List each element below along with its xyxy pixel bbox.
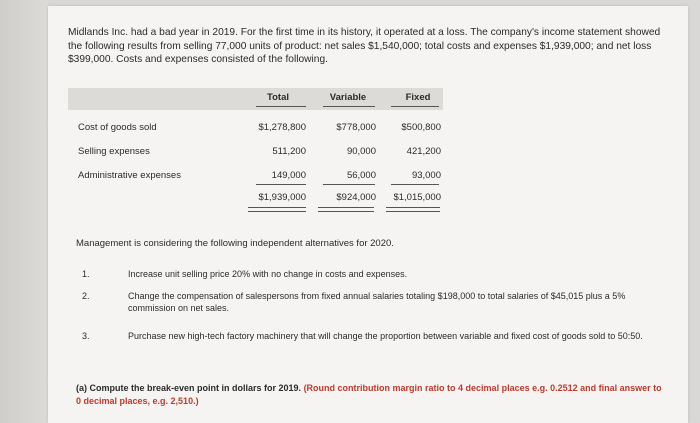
sum-underline xyxy=(323,184,375,185)
cell-fixed-total: $1,015,000 xyxy=(393,192,441,203)
list-item-text: Increase unit selling price 20% with no change in costs and expenses. xyxy=(128,269,408,279)
total-double-underline xyxy=(318,207,374,212)
list-item-number: 3. xyxy=(82,331,90,341)
sum-underline xyxy=(256,184,306,185)
cell-selling-fixed: 421,200 xyxy=(406,146,441,157)
header-underline xyxy=(256,106,306,107)
question-text: (a) Compute the break-even point in dollars for 2019. xyxy=(76,383,302,393)
total-double-underline xyxy=(248,207,306,212)
cell-cogs-fixed: $500,800 xyxy=(401,122,441,133)
problem-sheet xyxy=(48,6,688,423)
list-item-text: Purchase new high-tech factory machinery that will change the proportion between variable and fixed cost of goods sold to 50:50. xyxy=(128,331,643,341)
list-item-number: 2. xyxy=(82,291,90,301)
list-item-number: 1. xyxy=(82,269,90,279)
row-label-selling: Selling expenses xyxy=(78,146,150,157)
header-fixed: Fixed xyxy=(405,92,431,103)
cell-admin-variable: 56,000 xyxy=(346,170,376,181)
cell-selling-total: 511,200 xyxy=(272,146,306,157)
cell-admin-fixed: 93,000 xyxy=(411,170,441,181)
cell-variable-total: $924,000 xyxy=(336,192,376,203)
header-underline xyxy=(323,106,375,107)
sum-underline xyxy=(391,184,439,185)
rounding-note: (Round contribution margin ratio to 4 decimal places e.g. 0.2512 and final answer to 0 decimal places, e.g. 2,510.) xyxy=(76,383,662,406)
question-prompt xyxy=(76,382,666,407)
cell-cogs-variable: $778,000 xyxy=(336,122,376,133)
header-total: Total xyxy=(267,92,289,103)
cost-breakdown-table xyxy=(68,88,443,212)
cell-selling-variable: 90,000 xyxy=(346,146,376,157)
list-item-text: Change the compensation of salespersons from fixed annual salaries totaling $198,000 to total salaries of $45,015 plus a 5% commission on net sales. xyxy=(128,291,626,313)
background-edge xyxy=(0,0,48,423)
cell-admin-total: 149,000 xyxy=(271,170,306,181)
cell-cogs-total: $1,278,800 xyxy=(258,122,306,133)
row-label-admin: Administrative expenses xyxy=(78,170,181,181)
header-variable: Variable xyxy=(329,92,367,103)
intro-paragraph: Midlands Inc. had a bad year in 2019. For the first time in its history, it operated at a loss. The company's income statement showed the following results from selling 77,000 units of product: net sales $1,540,000; total costs and expenses $1,939,000; and net loss $399,000. Costs and expenses consisted of the following. xyxy=(68,27,661,65)
total-double-underline xyxy=(386,207,440,212)
header-underline xyxy=(391,106,439,107)
cell-grand-total: $1,939,000 xyxy=(258,192,306,203)
alternatives-intro: Management is considering the following independent alternatives for 2020. xyxy=(76,238,394,249)
row-label-cogs: Cost of goods sold xyxy=(78,122,157,133)
